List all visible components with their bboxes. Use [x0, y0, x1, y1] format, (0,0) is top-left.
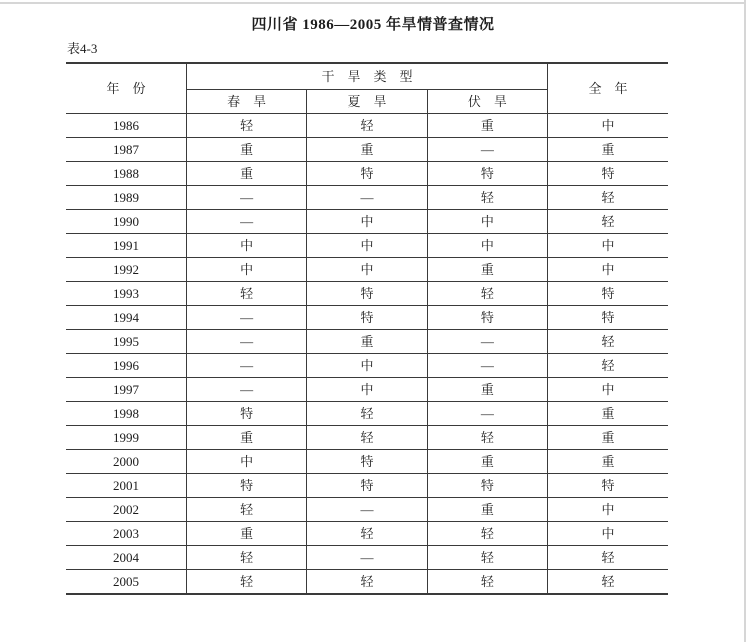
table-row — [66, 114, 668, 138]
table-row — [66, 402, 668, 426]
annual-cell: 重 — [548, 450, 668, 474]
spring-cell: 特 — [186, 474, 306, 498]
year-cell: 1990 — [66, 210, 186, 234]
midsummer-cell: — — [427, 138, 547, 162]
midsummer-cell: 重 — [427, 378, 547, 402]
year-column-header: 年 份 — [66, 63, 186, 114]
spring-cell: 轻 — [186, 114, 306, 138]
page-top-edge — [0, 2, 746, 4]
table-row — [66, 378, 668, 402]
table-row — [66, 354, 668, 378]
annual-cell: 中 — [548, 498, 668, 522]
spring-cell: 轻 — [186, 570, 306, 595]
annual-cell: 中 — [548, 234, 668, 258]
table-row — [66, 498, 668, 522]
spring-cell: — — [186, 354, 306, 378]
table-label: 表4-3 — [67, 41, 98, 56]
year-cell: 2003 — [66, 522, 186, 546]
annual-cell: 中 — [548, 114, 668, 138]
table-row — [66, 426, 668, 450]
spring-cell: — — [186, 186, 306, 210]
annual-cell: 特 — [548, 474, 668, 498]
midsummer-cell: 轻 — [427, 546, 547, 570]
year-cell: 1995 — [66, 330, 186, 354]
spring-cell: 重 — [186, 138, 306, 162]
table-row — [66, 522, 668, 546]
year-cell: 1989 — [66, 186, 186, 210]
annual-cell: 轻 — [548, 330, 668, 354]
annual-cell: 轻 — [548, 570, 668, 595]
spring-cell: 重 — [186, 426, 306, 450]
midsummer-cell: 重 — [427, 114, 547, 138]
drought-table-body — [66, 114, 668, 595]
spring-cell: 中 — [186, 450, 306, 474]
midsummer-cell: 特 — [427, 474, 547, 498]
annual-cell: 轻 — [548, 210, 668, 234]
table-row — [66, 282, 668, 306]
annual-cell: 中 — [548, 258, 668, 282]
midsummer-cell: 特 — [427, 162, 547, 186]
summer-cell: 特 — [307, 306, 427, 330]
table-row — [66, 258, 668, 282]
year-cell: 1996 — [66, 354, 186, 378]
year-cell: 1993 — [66, 282, 186, 306]
year-cell: 2005 — [66, 570, 186, 595]
spring-cell: 轻 — [186, 546, 306, 570]
table-row — [66, 450, 668, 474]
year-cell: 1986 — [66, 114, 186, 138]
spring-drought-header: 春 旱 — [186, 90, 306, 114]
year-cell: 1992 — [66, 258, 186, 282]
spring-cell: — — [186, 306, 306, 330]
drought-table — [66, 62, 668, 595]
midsummer-cell: 重 — [427, 498, 547, 522]
midsummer-cell: 轻 — [427, 570, 547, 595]
annual-cell: 轻 — [548, 546, 668, 570]
midsummer-cell: — — [427, 330, 547, 354]
summer-cell: — — [307, 186, 427, 210]
spring-cell: 中 — [186, 258, 306, 282]
midsummer-cell: 轻 — [427, 522, 547, 546]
summer-cell: — — [307, 498, 427, 522]
spring-cell: 重 — [186, 162, 306, 186]
annual-cell: 轻 — [548, 186, 668, 210]
annual-cell: 中 — [548, 522, 668, 546]
midsummer-cell: 轻 — [427, 282, 547, 306]
drought-table-header — [66, 63, 668, 114]
summer-cell: 中 — [307, 258, 427, 282]
midsummer-cell: — — [427, 402, 547, 426]
annual-cell: 重 — [548, 138, 668, 162]
spring-cell: 中 — [186, 234, 306, 258]
year-cell: 1997 — [66, 378, 186, 402]
annual-cell: 重 — [548, 402, 668, 426]
table-row — [66, 186, 668, 210]
spring-cell: 轻 — [186, 282, 306, 306]
annual-cell: 特 — [548, 306, 668, 330]
midsummer-cell: 中 — [427, 210, 547, 234]
year-cell: 1999 — [66, 426, 186, 450]
summer-cell: — — [307, 546, 427, 570]
spring-cell: — — [186, 378, 306, 402]
summer-cell: 特 — [307, 450, 427, 474]
year-cell: 1994 — [66, 306, 186, 330]
page-title: 四川省 1986—2005 年旱情普查情况 — [251, 17, 495, 33]
annual-cell: 重 — [548, 426, 668, 450]
table-row — [66, 306, 668, 330]
summer-cell: 特 — [307, 162, 427, 186]
summer-cell: 重 — [307, 330, 427, 354]
midsummer-cell: 重 — [427, 450, 547, 474]
midsummer-cell: 中 — [427, 234, 547, 258]
drought-type-header: 干 旱 类 型 — [186, 63, 547, 90]
year-cell: 1987 — [66, 138, 186, 162]
year-cell: 2000 — [66, 450, 186, 474]
spring-cell: 特 — [186, 402, 306, 426]
summer-cell: 特 — [307, 282, 427, 306]
year-cell: 1998 — [66, 402, 186, 426]
summer-cell: 轻 — [307, 522, 427, 546]
annual-cell: 中 — [548, 378, 668, 402]
year-cell: 2004 — [66, 546, 186, 570]
summer-cell: 轻 — [307, 402, 427, 426]
spring-cell: — — [186, 330, 306, 354]
summer-cell: 中 — [307, 210, 427, 234]
header-row-1 — [66, 63, 668, 90]
table-row — [66, 234, 668, 258]
summer-cell: 轻 — [307, 426, 427, 450]
summer-cell: 中 — [307, 234, 427, 258]
midsummer-cell: 轻 — [427, 426, 547, 450]
midsummer-cell: 重 — [427, 258, 547, 282]
annual-cell: 轻 — [548, 354, 668, 378]
spring-cell: 轻 — [186, 498, 306, 522]
annual-column-header: 全 年 — [548, 63, 668, 114]
table-row — [66, 330, 668, 354]
year-cell: 2002 — [66, 498, 186, 522]
summer-cell: 中 — [307, 354, 427, 378]
table-row — [66, 546, 668, 570]
annual-cell: 特 — [548, 162, 668, 186]
annual-cell: 特 — [548, 282, 668, 306]
table-row — [66, 162, 668, 186]
table-row — [66, 570, 668, 595]
summer-drought-header: 夏 旱 — [307, 90, 427, 114]
midsummer-cell: 轻 — [427, 186, 547, 210]
table-row — [66, 138, 668, 162]
summer-cell: 重 — [307, 138, 427, 162]
table-row — [66, 210, 668, 234]
summer-cell: 轻 — [307, 570, 427, 595]
summer-cell: 中 — [307, 378, 427, 402]
midsummer-cell: — — [427, 354, 547, 378]
summer-cell: 轻 — [307, 114, 427, 138]
year-cell: 2001 — [66, 474, 186, 498]
table-row — [66, 474, 668, 498]
year-cell: 1991 — [66, 234, 186, 258]
midsummer-cell: 特 — [427, 306, 547, 330]
spring-cell: 重 — [186, 522, 306, 546]
summer-cell: 特 — [307, 474, 427, 498]
midsummer-drought-header: 伏 旱 — [427, 90, 547, 114]
spring-cell: — — [186, 210, 306, 234]
year-cell: 1988 — [66, 162, 186, 186]
